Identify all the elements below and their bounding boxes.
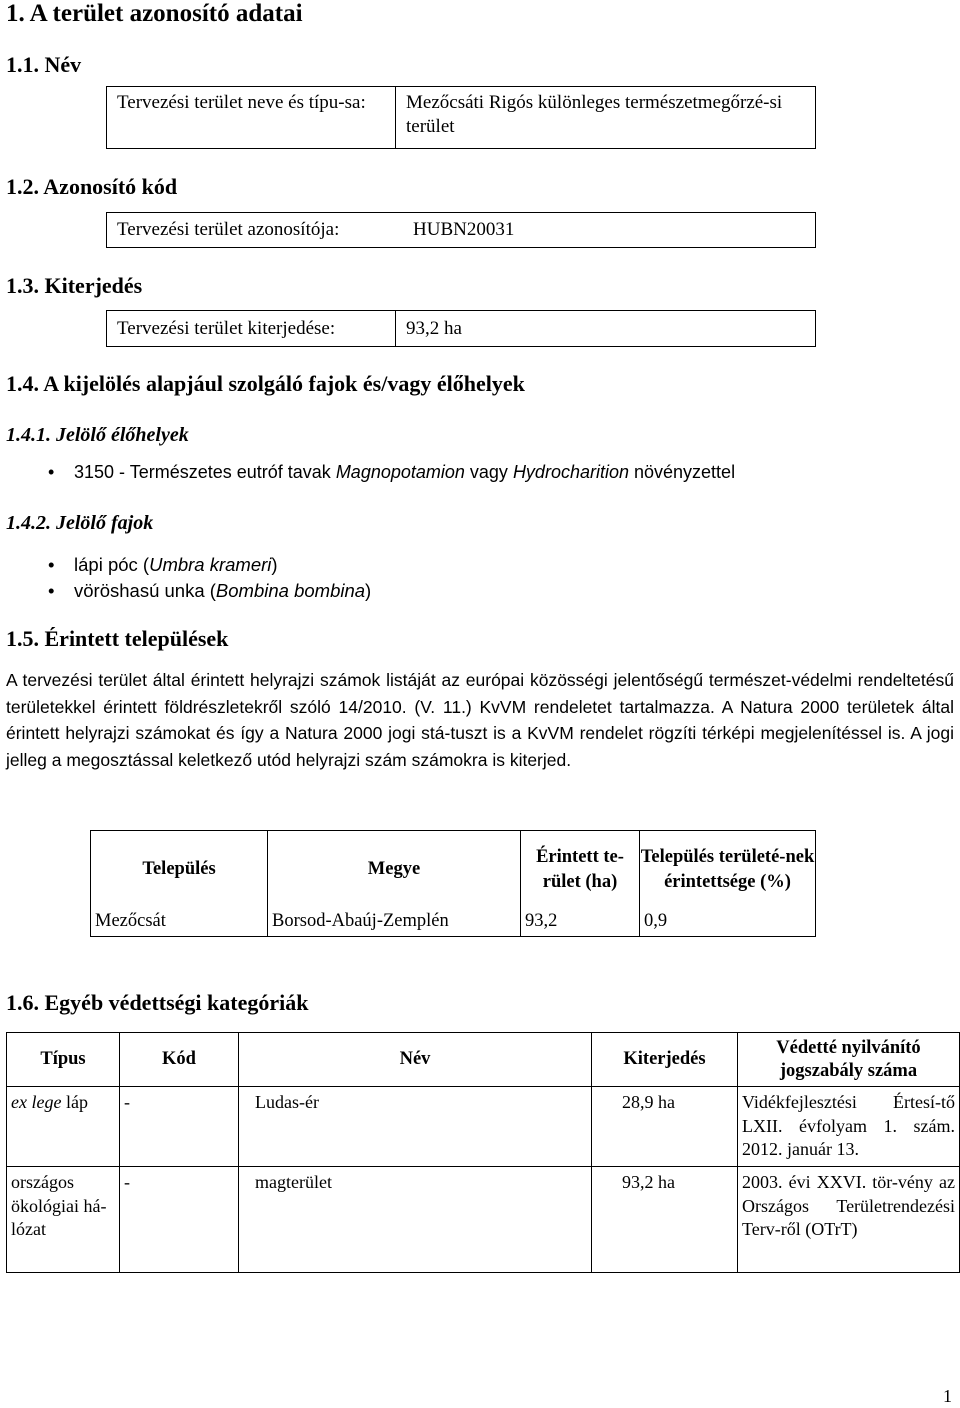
header-settlement: Település bbox=[91, 831, 268, 909]
cell-settlement: Mezőcsát bbox=[91, 909, 268, 937]
species-item: • lápi póc (Umbra krameri) bbox=[48, 552, 371, 578]
cell-law: 2003. évi XXVI. tör-vény az Országos Területrendezési Terv-ről (OTrT) bbox=[738, 1167, 960, 1273]
protection-table bbox=[6, 1032, 960, 1273]
code-value: HUBN20031 bbox=[403, 213, 816, 248]
cell-code: - bbox=[120, 1167, 239, 1273]
header-code: Kód bbox=[120, 1033, 239, 1087]
cell-type: országos ökológiai há-lózat bbox=[7, 1167, 120, 1273]
section-1-4-title: 1.4. A kijelölés alapjául szolgáló fajok és/vagy élőhelyek bbox=[6, 371, 525, 396]
cell-affected-percent: 0,9 bbox=[640, 909, 816, 937]
extent-value: 93,2 ha bbox=[396, 311, 816, 347]
code-table bbox=[106, 212, 816, 248]
cell-law: Vidékfejlesztési Értesí-tő LXII. évfolyam 1. szám. 2012. január 13. bbox=[738, 1087, 960, 1167]
habitat-item: • 3150 - Természetes eutróf tavak Magnopotamion vagy Hydrocharition növényzettel bbox=[48, 462, 735, 483]
header-extent: Kiterjedés bbox=[592, 1033, 738, 1087]
cell-extent: 93,2 ha bbox=[592, 1167, 738, 1273]
cell-name: magterület bbox=[239, 1167, 592, 1273]
code-label: Tervezési terület azonosítója: bbox=[107, 213, 404, 248]
page-number: 1 bbox=[943, 1386, 952, 1406]
name-value: Mezőcsáti Rigós különleges természetmegőrzé-si terület bbox=[396, 87, 816, 149]
name-table bbox=[106, 86, 816, 149]
cell-extent: 28,9 ha bbox=[592, 1087, 738, 1167]
section-1-1-title: 1.1. Név bbox=[6, 52, 82, 77]
section-1-5-title: 1.5. Érintett települések bbox=[6, 626, 229, 651]
section-1-5-paragraph: A tervezési terület által érintett helyrajzi számok listáját az európai közösségi jelentőségű természet-védelmi rendeltetésű területekkel érintett földrészletekről szóló 14/2010. (V. 11.) KvVM rendeletet tartalmazza. A Natura 2000 területek által érintett helyrajzi számokat és így a Natura 2000 jogi stá-tuszt is a KvVM rendelet rögzíti térképi megjelenítéssel is. A jogi jelleg a megosztással keletkező utód helyrajzi szám számokra is kiterjed. bbox=[6, 670, 954, 770]
cell-county: Borsod-Abaúj-Zemplén bbox=[268, 909, 521, 937]
species-list bbox=[48, 552, 371, 604]
section-1-title: 1. A terület azonosító adatai bbox=[6, 0, 303, 27]
header-county: Megye bbox=[268, 831, 521, 909]
section-1-4-1-title: 1.4.1. Jelölő élőhelyek bbox=[6, 424, 189, 446]
cell-name: Ludas-ér bbox=[239, 1087, 592, 1167]
section-1-2-title: 1.2. Azonosító kód bbox=[6, 174, 178, 199]
name-label: Tervezési terület neve és típu-sa: bbox=[107, 87, 396, 149]
cell-type: ex lege láp bbox=[7, 1087, 120, 1167]
header-law: Védetté nyilvánító jogszabály száma bbox=[738, 1033, 960, 1087]
section-1-6-title: 1.6. Egyéb védettségi kategóriák bbox=[6, 990, 309, 1015]
species-item: • vöröshasú unka (Bombina bombina) bbox=[48, 578, 371, 604]
header-name: Név bbox=[239, 1033, 592, 1087]
header-affected-percent: Település területé-nek érintettsége (%) bbox=[640, 831, 816, 909]
cell-code: - bbox=[120, 1087, 239, 1167]
section-1-4-2-title: 1.4.2. Jelölő fajok bbox=[6, 512, 154, 534]
settlements-table bbox=[90, 830, 816, 937]
extent-table bbox=[106, 310, 816, 347]
header-type: Típus bbox=[7, 1033, 120, 1087]
cell-affected-area: 93,2 bbox=[521, 909, 640, 937]
header-affected-area: Érintett te-rület (ha) bbox=[521, 831, 640, 909]
extent-label: Tervezési terület kiterjedése: bbox=[107, 311, 396, 347]
section-1-3-title: 1.3. Kiterjedés bbox=[6, 273, 143, 298]
habitat-list bbox=[48, 462, 735, 483]
